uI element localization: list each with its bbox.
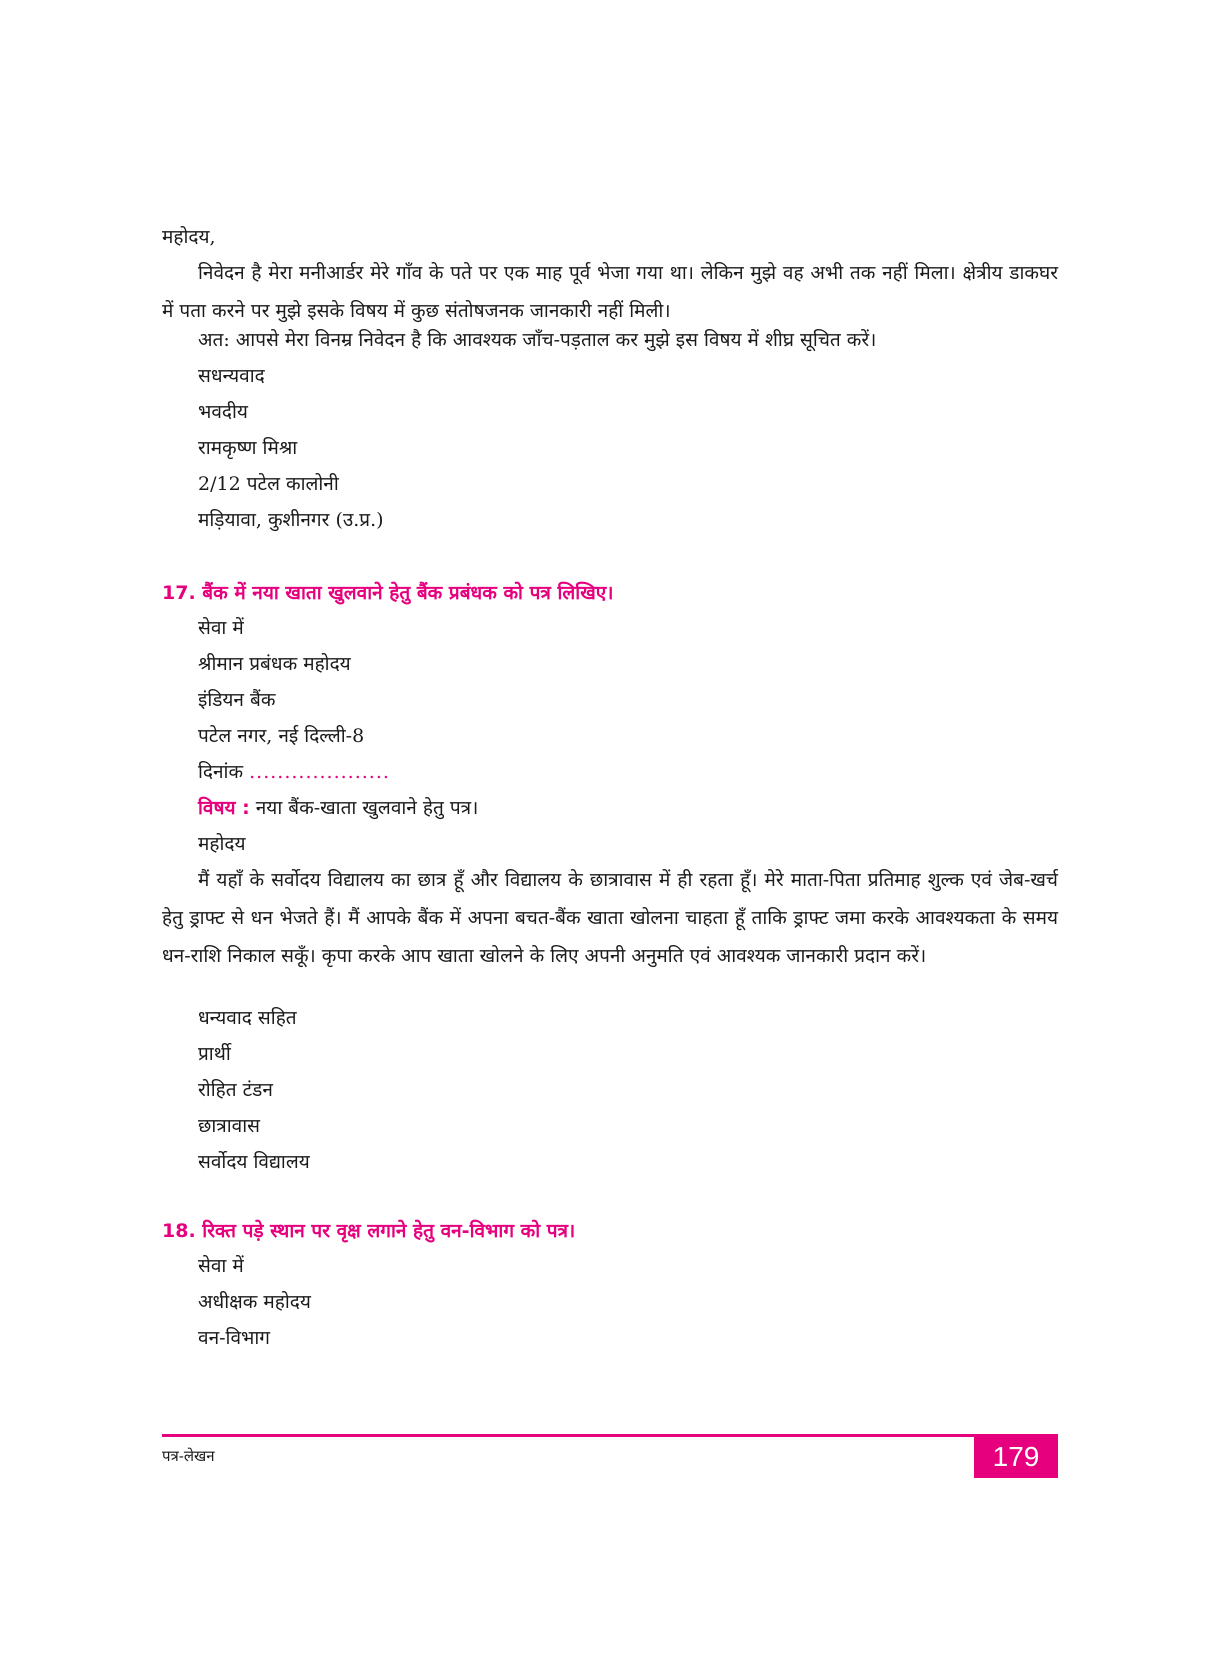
q17-bank-name: इंडियन बैंक [198, 689, 276, 711]
page-number-badge: 179 [974, 1436, 1058, 1478]
q17-recipient: श्रीमान प्रबंधक महोदय [198, 653, 351, 675]
letter1-sender-name: रामकृष्ण मिश्रा [198, 437, 298, 459]
q17-body-paragraph: मैं यहाँ के सर्वोदय विद्यालय का छात्र हूँ और विद्यालय के छात्रावास में ही रहता हूँ। मेरे माता-पिता प्रतिमाह शुल्क एवं जेब-खर्च हेतु ड्राफ्ट से धन भेजते हैं। मैं आपके बैंक में अपना बचत-बैंक खाता खोलना चाहता हूँ ताकि ड्राफ्ट जमा करके आवश्यकता के समय धन-राशि निकाल सकूँ। कृपा करके आप खाता खोलने के लिए अपनी अनुमति एवं आवश्यक जानकारी प्रदान करें। [162, 869, 1058, 967]
q17-hostel: छात्रावास [198, 1115, 260, 1137]
letter1-body-paragraph-1: निवेदन है मेरा मनीआर्डर मेरे गाँव के पते पर एक माह पूर्व भेजा गया था। लेकिन मुझे वह अभी तक नहीं मिला। क्षेत्रीय डाकघर में पता करने पर मुझे इसके विषय में कुछ संतोषजनक जानकारी नहीं मिली। [162, 262, 1058, 322]
q17-date-line [198, 760, 390, 784]
letter1-address-line-2: मड़ियावा, कुशीनगर (उ.प्र.) [198, 509, 384, 531]
q17-school: सर्वोदय विद्यालय [198, 1151, 310, 1173]
letter1-closing: भवदीय [198, 401, 248, 423]
q17-subject-text: नया बैंक-खाता खुलवाने हेतु पत्र। [255, 797, 479, 819]
q17-subject-line [198, 796, 478, 820]
q17-closing: प्रार्थी [198, 1043, 231, 1065]
q17-salutation: महोदय [198, 833, 246, 855]
footer-rule [162, 1434, 1058, 1437]
letter1-salutation: महोदय, [162, 226, 216, 248]
letter1-body-paragraph-2: अत: आपसे मेरा विनम्र निवेदन है कि आवश्यक जाँच-पड़ताल कर मुझे इस विषय में शीघ्र सूचित करें। [198, 329, 877, 351]
question-17-heading: 17. बैंक में नया खाता खुलवाने हेतु बैंक प्रबंधक को पत्र लिखिए। [162, 582, 614, 604]
question-18-heading: 18. रिक्त पड़े स्थान पर वृक्ष लगाने हेतु वन-विभाग को पत्र। [162, 1220, 576, 1242]
q18-department: वन-विभाग [198, 1327, 270, 1349]
q18-to: सेवा में [198, 1255, 244, 1277]
q17-date-label: दिनांक [198, 761, 244, 783]
q17-to: सेवा में [198, 617, 244, 639]
q17-date-dots: .................... [249, 761, 390, 783]
q17-sender-name: रोहित टंडन [198, 1079, 273, 1101]
q17-bank-address: पटेल नगर, नई दिल्ली-8 [198, 725, 365, 747]
q17-subject-label: विषय : [198, 797, 250, 819]
q18-recipient: अधीक्षक महोदय [198, 1291, 311, 1313]
q17-thanks: धन्यवाद सहित [198, 1007, 297, 1029]
letter1-thanks: सधन्यवाद [198, 365, 265, 387]
footer-chapter-label: पत्र-लेखन [162, 1447, 215, 1465]
letter1-address-line-1: 2/12 पटेल कालोनी [198, 473, 339, 495]
